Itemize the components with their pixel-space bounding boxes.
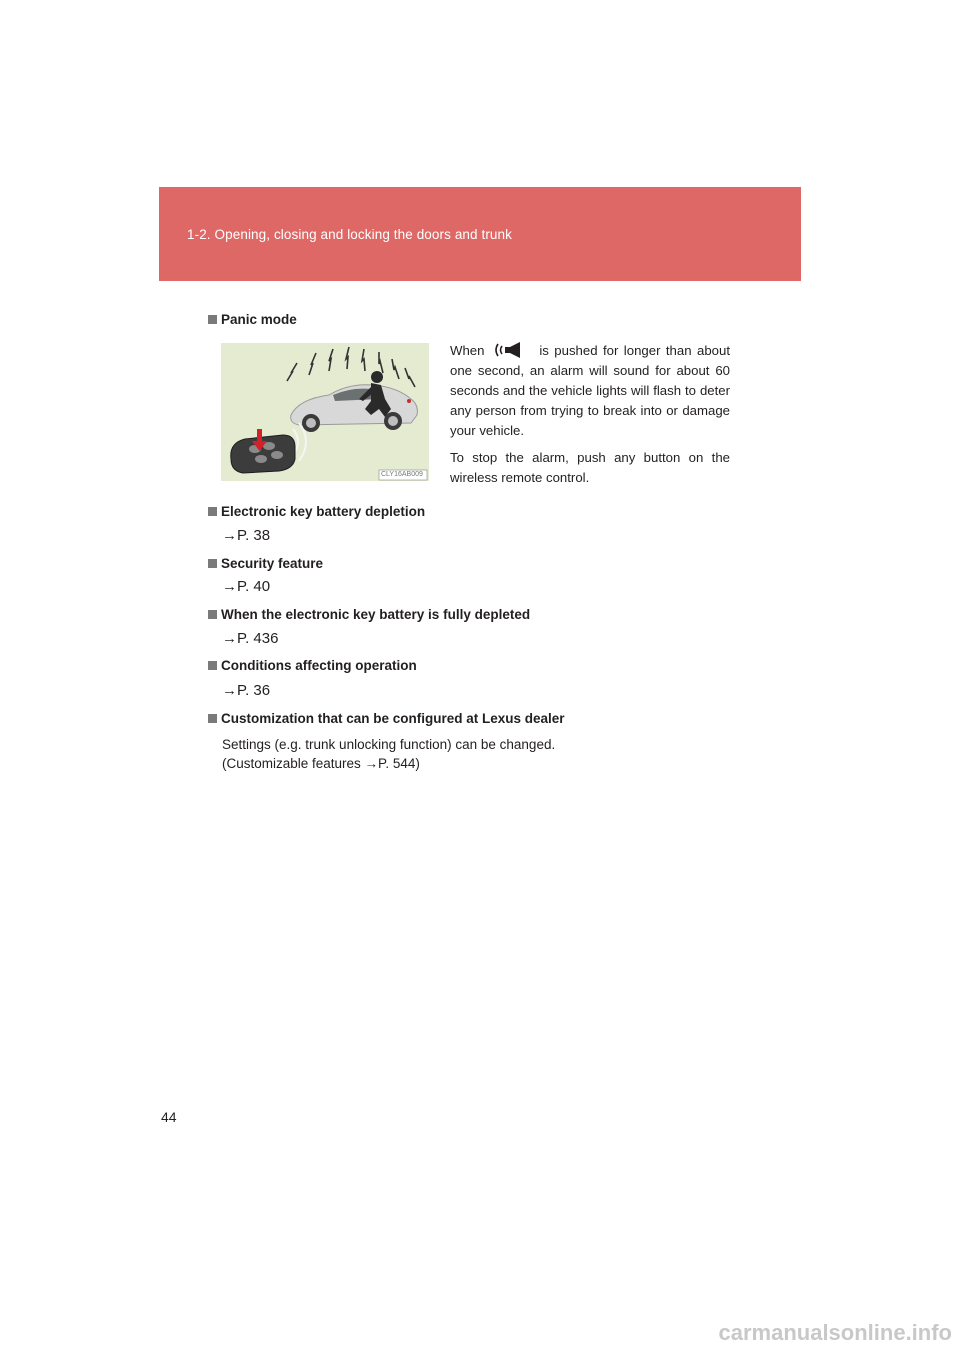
section-customization <box>208 710 565 728</box>
section-title: Conditions affecting operation <box>221 658 417 673</box>
section-title: Customization that can be configured at Lexus dealer <box>221 711 565 726</box>
panic-mode-illustration <box>221 343 429 481</box>
text-when: When <box>450 343 485 358</box>
header-band <box>159 187 801 281</box>
bullet-square-icon <box>208 315 217 324</box>
panic-button-icon <box>490 341 534 359</box>
customization-line-2[interactable]: (Customizable features →P. 544) <box>222 756 420 771</box>
section-title: When the electronic key battery is fully depleted <box>221 607 531 622</box>
reference-link[interactable]: →P. 38 <box>222 527 271 544</box>
chapter-title: 1-2. Opening, closing and locking the doors and trunk <box>187 227 513 242</box>
reference-link[interactable]: →P. 40 <box>222 578 271 595</box>
customization-description <box>222 735 555 773</box>
section-title: Electronic key battery depletion <box>221 504 426 519</box>
section-conditions <box>208 657 417 675</box>
bullet-square-icon <box>208 507 217 516</box>
bullet-square-icon <box>208 559 217 568</box>
reference-link[interactable]: →P. 436 <box>222 630 279 647</box>
section-panic-mode <box>208 311 297 329</box>
text-panic-description: is pushed for longer than about one second, an alarm will sound for about 60 seconds and the vehicle lights will flash to deter any person from trying to break into or damage your vehicle. <box>450 343 730 438</box>
reference-link[interactable]: →P. 36 <box>222 682 271 699</box>
bullet-square-icon <box>208 661 217 670</box>
car-alarm-illustration <box>221 343 429 481</box>
section-title: Security feature <box>221 556 324 571</box>
section-title: Panic mode <box>221 312 297 327</box>
bullet-square-icon <box>208 610 217 619</box>
watermark: carmanualsonline.info <box>718 1320 952 1345</box>
panic-mode-description <box>450 341 730 495</box>
customization-line-1: Settings (e.g. trunk unlocking function) can be changed. <box>222 737 556 752</box>
page-number: 44 <box>161 1109 177 1125</box>
section-battery-depletion <box>208 503 425 521</box>
section-security-feature <box>208 555 323 573</box>
section-fully-depleted <box>208 606 530 624</box>
bullet-square-icon <box>208 714 217 723</box>
text-stop-alarm: To stop the alarm, push any button on the wireless remote control. <box>450 450 730 485</box>
illustration-code: CLY16AB009 <box>381 471 423 478</box>
